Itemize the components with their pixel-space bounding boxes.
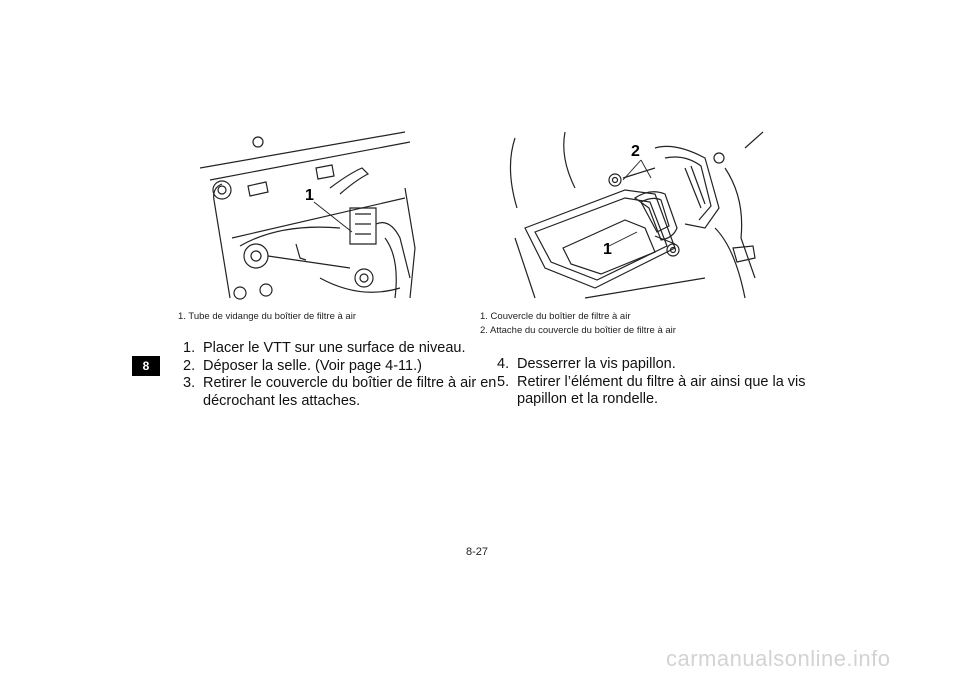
watermark: carmanualsonline.info — [666, 646, 891, 671]
step-item-continuation — [497, 391, 806, 409]
step-item — [183, 340, 496, 358]
step-number: 3. — [183, 375, 196, 391]
step-number-blank — [497, 391, 517, 409]
step-text: Placer le VTT sur une surface de niveau. — [203, 340, 466, 356]
caption-item: 1. Tube de vidange du boîtier de filtre à air — [178, 311, 356, 322]
step-item — [497, 374, 806, 392]
step-item — [183, 375, 496, 393]
caption-item: 1. Couvercle du boîtier de filtre à air — [480, 311, 631, 322]
step-number-blank — [183, 393, 203, 411]
step-text: décrochant les attaches. — [203, 392, 361, 409]
step-text: Retirer l’élément du filtre à air ainsi que la vis — [517, 373, 806, 390]
step-text: Retirer le couvercle du boîtier de filtre à air en — [203, 375, 497, 391]
step-item — [497, 356, 806, 374]
caption-right — [480, 310, 676, 338]
steps-left — [183, 340, 496, 410]
step-number: 4. — [497, 356, 510, 372]
callout-2: 2 — [631, 143, 640, 160]
step-number: 2. — [183, 357, 196, 374]
callout-1: 1 — [305, 187, 314, 204]
step-text: papillon et la rondelle. — [517, 391, 659, 407]
page-number: 8-27 — [466, 546, 489, 558]
step-number: 5. — [497, 373, 510, 390]
figure-air-filter-drain-tube — [200, 128, 440, 302]
caption-item: 2. Attache du couvercle du boîtier de filtre à air — [480, 325, 676, 336]
callout-1: 1 — [603, 241, 612, 258]
caption-left — [178, 310, 356, 324]
step-text: Desserrer la vis papillon. — [517, 356, 676, 372]
steps-right — [497, 356, 806, 409]
step-number: 1. — [183, 340, 196, 356]
step-item — [183, 358, 496, 376]
step-text: Déposer la selle. (Voir page 4-11.) — [203, 357, 422, 374]
figure-air-filter-case-cover — [505, 128, 767, 302]
step-item-continuation — [183, 393, 496, 411]
chapter-tab: 8 — [132, 356, 160, 376]
